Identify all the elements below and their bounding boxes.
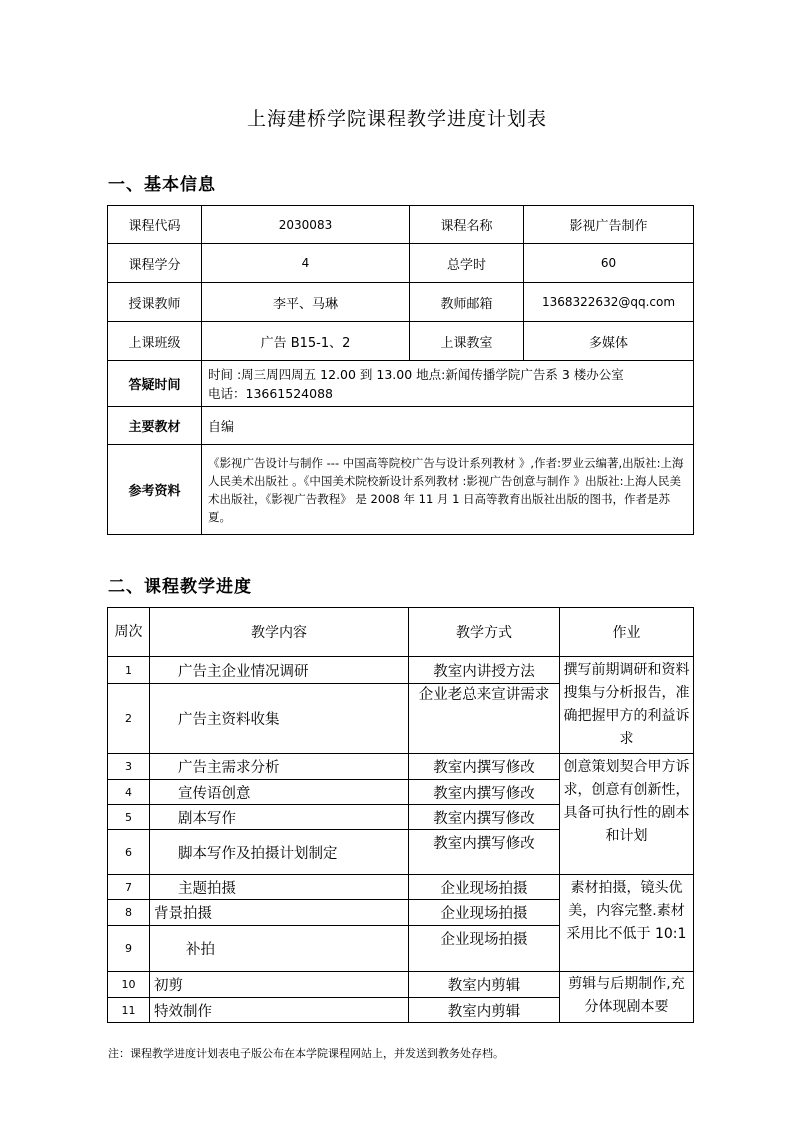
method-cell: 企业现场拍摄: [409, 900, 560, 926]
header-method: 教学方式: [409, 608, 560, 657]
classroom-value: 多媒体: [524, 322, 694, 361]
week-number: 7: [108, 875, 150, 900]
week-number: 10: [108, 972, 150, 998]
total-hours-label: 总学时: [410, 244, 524, 283]
email-value: 1368322632@qq.com: [524, 283, 694, 322]
week-number: 5: [108, 805, 150, 830]
content-cell: 主题拍摄: [150, 875, 409, 900]
method-cell: 教室内剪辑: [409, 972, 560, 998]
reference-label: 参考资料: [108, 445, 202, 535]
qa-phone-line: 电话：13661524088: [208, 385, 333, 401]
homework-cell: 创意策划契合甲方诉求，创意有创新性，具备可执行性的剧本和计划: [560, 754, 694, 875]
content-cell: 宣传语创意: [150, 780, 409, 805]
course-code-label: 课程代码: [108, 206, 202, 244]
textbook-label: 主要教材: [108, 407, 202, 445]
method-cell: 企业现场拍摄: [409, 926, 560, 972]
header-content: 教学内容: [150, 608, 409, 657]
course-code-value: 2030083: [202, 206, 410, 244]
week-number: 3: [108, 754, 150, 780]
method-cell: 教室内讲授方法: [409, 657, 560, 684]
section-basic-info-title: 一、基本信息: [108, 175, 216, 195]
week-number: 1: [108, 657, 150, 684]
method-cell: 教室内撰写修改: [409, 805, 560, 830]
basic-info-table: [107, 205, 694, 535]
content-cell: 广告主需求分析: [150, 754, 409, 780]
email-label: 教师邮箱: [410, 283, 524, 322]
course-name-value: 影视广告制作: [524, 206, 694, 244]
page-title: 上海建桥学院课程教学进度计划表: [246, 108, 547, 130]
homework-cell: 撰写前期调研和资料搜集与分析报告，准确把握甲方的利益诉求: [560, 657, 694, 754]
credits-label: 课程学分: [108, 244, 202, 283]
method-cell: 教室内剪辑: [409, 998, 560, 1023]
content-cell: 脚本写作及拍摄计划制定: [150, 830, 409, 875]
classroom-label: 上课教室: [410, 322, 524, 361]
class-value: 广告 B15-1、2: [202, 322, 410, 361]
teacher-label: 授课教师: [108, 283, 202, 322]
content-cell: 剧本写作: [150, 805, 409, 830]
content-cell: 背景拍摄: [150, 900, 409, 926]
header-week: 周次: [108, 608, 150, 657]
method-cell: 教室内撰写修改: [409, 754, 560, 780]
content-cell: 广告主资料收集: [150, 684, 409, 754]
qa-time-label: 答疑时间: [108, 361, 202, 407]
footnote: 注：课程教学进度计划表电子版公布在本学院课程网站上，并发送到教务处存档。: [108, 1047, 504, 1060]
week-number: 2: [108, 684, 150, 754]
qa-time-value: [202, 361, 694, 407]
method-cell: 企业现场拍摄: [409, 875, 560, 900]
method-cell: 企业老总来宣讲需求: [409, 684, 560, 754]
homework-cell: 剪辑与后期制作,充分体现剧本要: [560, 972, 694, 1023]
credits-value: 4: [202, 244, 410, 283]
week-number: 4: [108, 780, 150, 805]
method-cell: 教室内撰写修改: [409, 830, 560, 875]
method-cell: 教室内撰写修改: [409, 780, 560, 805]
section-schedule-title: 二、课程教学进度: [108, 577, 252, 597]
week-number: 11: [108, 998, 150, 1023]
textbook-value: 自编: [202, 407, 694, 445]
class-label: 上课班级: [108, 322, 202, 361]
content-cell: 广告主企业情况调研: [150, 657, 409, 684]
course-name-label: 课程名称: [410, 206, 524, 244]
content-cell: 补拍: [150, 926, 409, 972]
header-homework: 作业: [560, 608, 694, 657]
week-number: 8: [108, 900, 150, 926]
content-cell: 初剪: [150, 972, 409, 998]
teacher-value: 李平、马琳: [202, 283, 410, 322]
homework-cell: 素材拍摄，镜头优美，内容完整.素材采用比不低于 10:1: [560, 875, 694, 972]
total-hours-value: 60: [524, 244, 694, 283]
schedule-table: [107, 607, 694, 1023]
week-number: 9: [108, 926, 150, 972]
content-cell: 特效制作: [150, 998, 409, 1023]
qa-time-line: 时间 :周三周四周五 12.00 到 13.00 地点:新闻传播学院广告系 3 楼办公室: [208, 366, 624, 382]
reference-value: 《影视广告设计与制作 --- 中国高等院校广告与设计系列教材 》,作者:罗业云编著,出版社:上海人民美术出版社 。《中国美术院校新设计系列教材 :影视广告创意与制作 》出版社:上海人民美术出版社，《影视广告教程》 是 2008 年 11 月 1 日高等教育出版社出版的图书，作者是苏夏。: [202, 445, 694, 535]
week-number: 6: [108, 830, 150, 875]
